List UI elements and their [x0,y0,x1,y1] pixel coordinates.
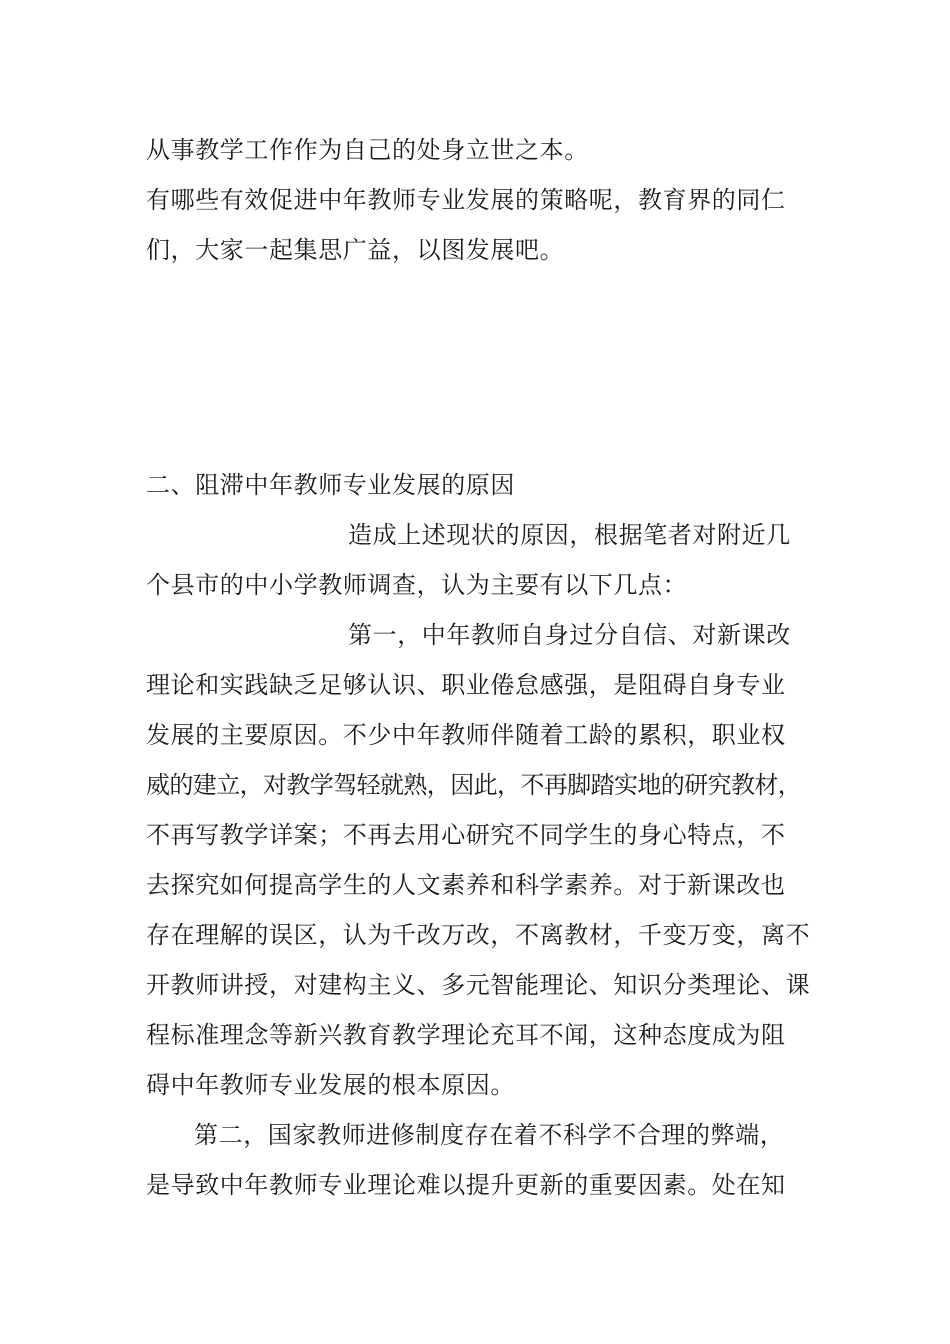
intro-line-3: 们，大家一起集思广益，以图发展吧。 [146,236,565,264]
para2-line-2: 理论和实践缺乏足够认识、职业倦怠感强，是阻碍自身专业 [146,671,786,699]
section-heading: 二、阻滞中年教师专业发展的原因 [146,471,515,499]
intro-line-1: 从事教学工作作为自己的处身立世之本。 [146,136,589,164]
para2-line-5: 不再写教学详案；不再去用心研究不同学生的身心特点，不 [146,821,786,849]
para2-line-10: 碍中年教师专业发展的根本原因。 [146,1071,515,1099]
para1-line-2: 个县市的中小学教师调查，认为主要有以下几点： [146,571,688,599]
para2-line-4: 威的建立，对教学驾轻就熟，因此，不再脚踏实地的研究教材， [146,771,802,799]
para1-line-1: 造成上述现状的原因，根据笔者对附近几 [348,521,791,549]
para3-line-1: 第二，国家教师进修制度存在着不科学不合理的弊端， [194,1121,785,1149]
para2-line-8: 开教师讲授，对建构主义、多元智能理论、知识分类理论、课 [146,971,811,999]
intro-line-2: 有哪些有效促进中年教师专业发展的策略呢，教育界的同仁 [146,186,786,214]
para2-line-3: 发展的主要原因。不少中年教师伴随着工龄的累积，职业权 [146,721,786,749]
para2-line-6: 去探究如何提高学生的人文素养和科学素养。对于新课改也 [146,871,786,899]
para2-line-7: 存在理解的误区，认为千改万改，不离教材，千变万变，离不 [146,921,811,949]
para2-line-9: 程标准理念等新兴教育教学理论充耳不闻，这种态度成为阻 [146,1021,786,1049]
para2-line-1: 第一，中年教师自身过分自信、对新课改 [348,621,791,649]
para3-line-2: 是导致中年教师专业理论难以提升更新的重要因素。处在知 [146,1171,786,1199]
